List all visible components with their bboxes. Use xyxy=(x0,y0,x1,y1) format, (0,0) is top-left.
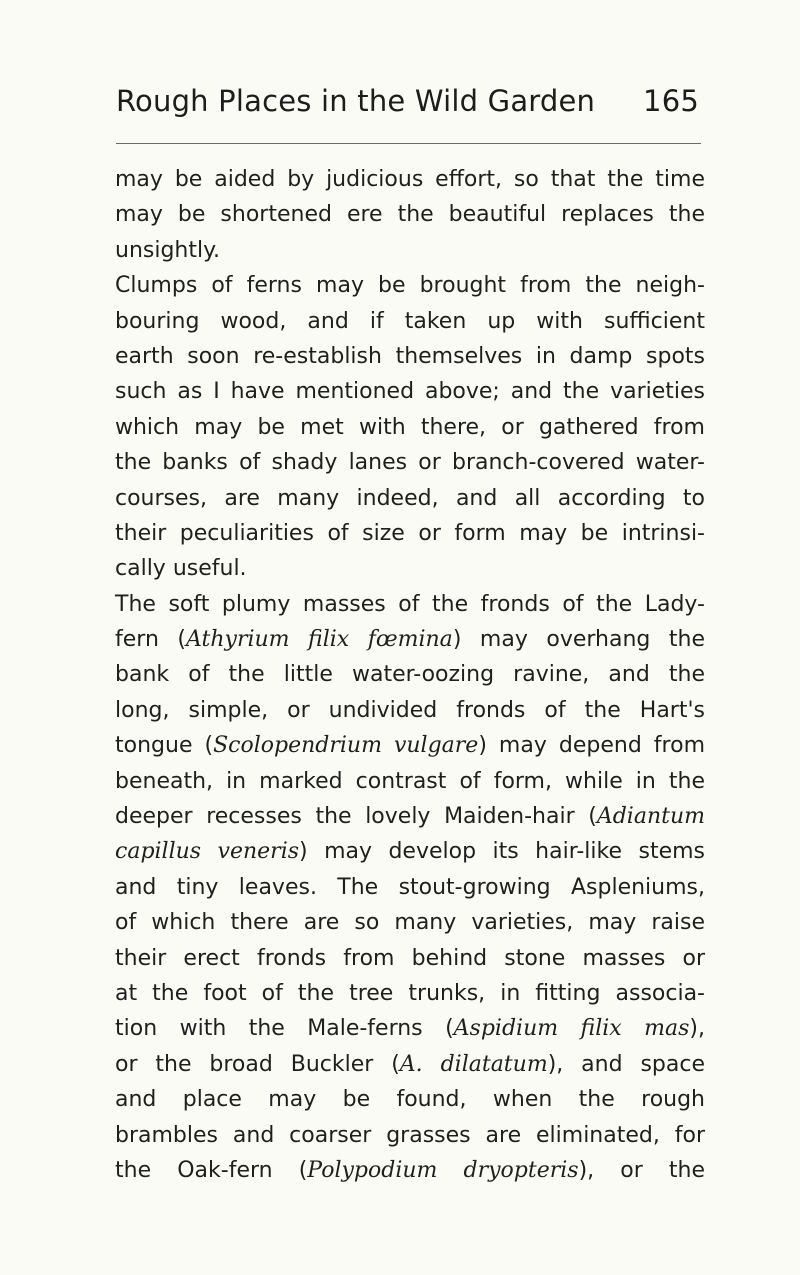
running-header xyxy=(116,84,699,118)
text-segment: tongue ( xyxy=(115,733,214,759)
text-line: beneath, in marked contrast of form, while in the xyxy=(115,768,705,794)
text-segment: the Oak-fern ( xyxy=(115,1157,308,1183)
text-segment: ) may depend from xyxy=(478,733,705,759)
text-line: The soft plumy masses of the fronds of the Lady- xyxy=(115,591,705,617)
text-line: unsightly. xyxy=(115,237,220,263)
text-line: and tiny leaves. The stout-growing Aspleniums, xyxy=(115,874,705,900)
text-segment: ), and space xyxy=(547,1051,705,1077)
text-line xyxy=(115,622,705,657)
text-line xyxy=(115,834,705,869)
text-line xyxy=(115,728,705,763)
text-line: at the foot of the tree trunks, in fitting associa- xyxy=(115,980,705,1006)
text-line: earth soon re-establish themselves in damp spots xyxy=(115,343,705,369)
scientific-name: Scolopendrium vulgare xyxy=(213,733,479,759)
text-line: may be aided by judicious effort, so that the time xyxy=(115,167,705,192)
text-line xyxy=(115,1011,705,1046)
text-line: long, simple, or undivided fronds of the Hart's xyxy=(115,697,705,723)
text-line: courses, are many indeed, and all according to xyxy=(115,485,705,511)
body-text xyxy=(115,162,705,1188)
text-segment: ) may develop its hair-like stems xyxy=(299,839,705,865)
text-segment: ), xyxy=(689,1016,705,1042)
text-line: Clumps of ferns may be brought from the neigh- xyxy=(115,273,705,299)
text-line: cally useful. xyxy=(115,556,247,582)
scientific-name: Adiantum xyxy=(596,804,705,830)
scientific-name: A. dilatatum xyxy=(399,1051,548,1077)
scientific-name: Athyrium filix fœmina xyxy=(186,627,453,653)
text-line: bouring wood, and if taken up with sufficient xyxy=(115,308,705,334)
text-segment: tion with the Male-ferns ( xyxy=(115,1016,454,1042)
text-line xyxy=(115,799,705,834)
text-line: their peculiarities of size or form may be intrinsi- xyxy=(115,520,705,546)
text-line: their erect fronds from behind stone masses or xyxy=(115,945,705,971)
text-segment: or the broad Buckler ( xyxy=(115,1051,400,1077)
page-number: 165 xyxy=(643,84,699,118)
text-line: and place may be found, when the rough xyxy=(115,1087,705,1113)
scientific-name: Aspidium filix mas xyxy=(453,1016,690,1042)
text-line xyxy=(115,1047,705,1082)
text-line: brambles and coarser grasses are eliminated, for xyxy=(115,1122,705,1148)
scientific-name: Polypodium dryopteris xyxy=(307,1157,579,1183)
header-rule xyxy=(116,143,701,144)
text-segment: ) may overhang the xyxy=(452,627,706,653)
text-line: which may be met with there, or gathered from xyxy=(115,414,705,440)
text-line: of which there are so many varieties, may raise xyxy=(115,910,705,936)
text-line: may be shortened ere the beautiful replaces the xyxy=(115,202,705,228)
text-line: the banks of shady lanes or branch-covered water- xyxy=(115,450,705,476)
text-line xyxy=(115,1153,705,1188)
running-title: Rough Places in the Wild Garden xyxy=(116,84,596,118)
text-line: such as I have mentioned above; and the varieties xyxy=(115,379,705,405)
text-segment: fern ( xyxy=(115,627,186,653)
text-segment: deeper recesses the lovely Maiden-hair ( xyxy=(115,804,597,830)
scientific-name: capillus veneris xyxy=(115,839,300,865)
text-line: bank of the little water-oozing ravine, and the xyxy=(115,662,705,688)
text-segment: ), or the xyxy=(578,1157,705,1183)
